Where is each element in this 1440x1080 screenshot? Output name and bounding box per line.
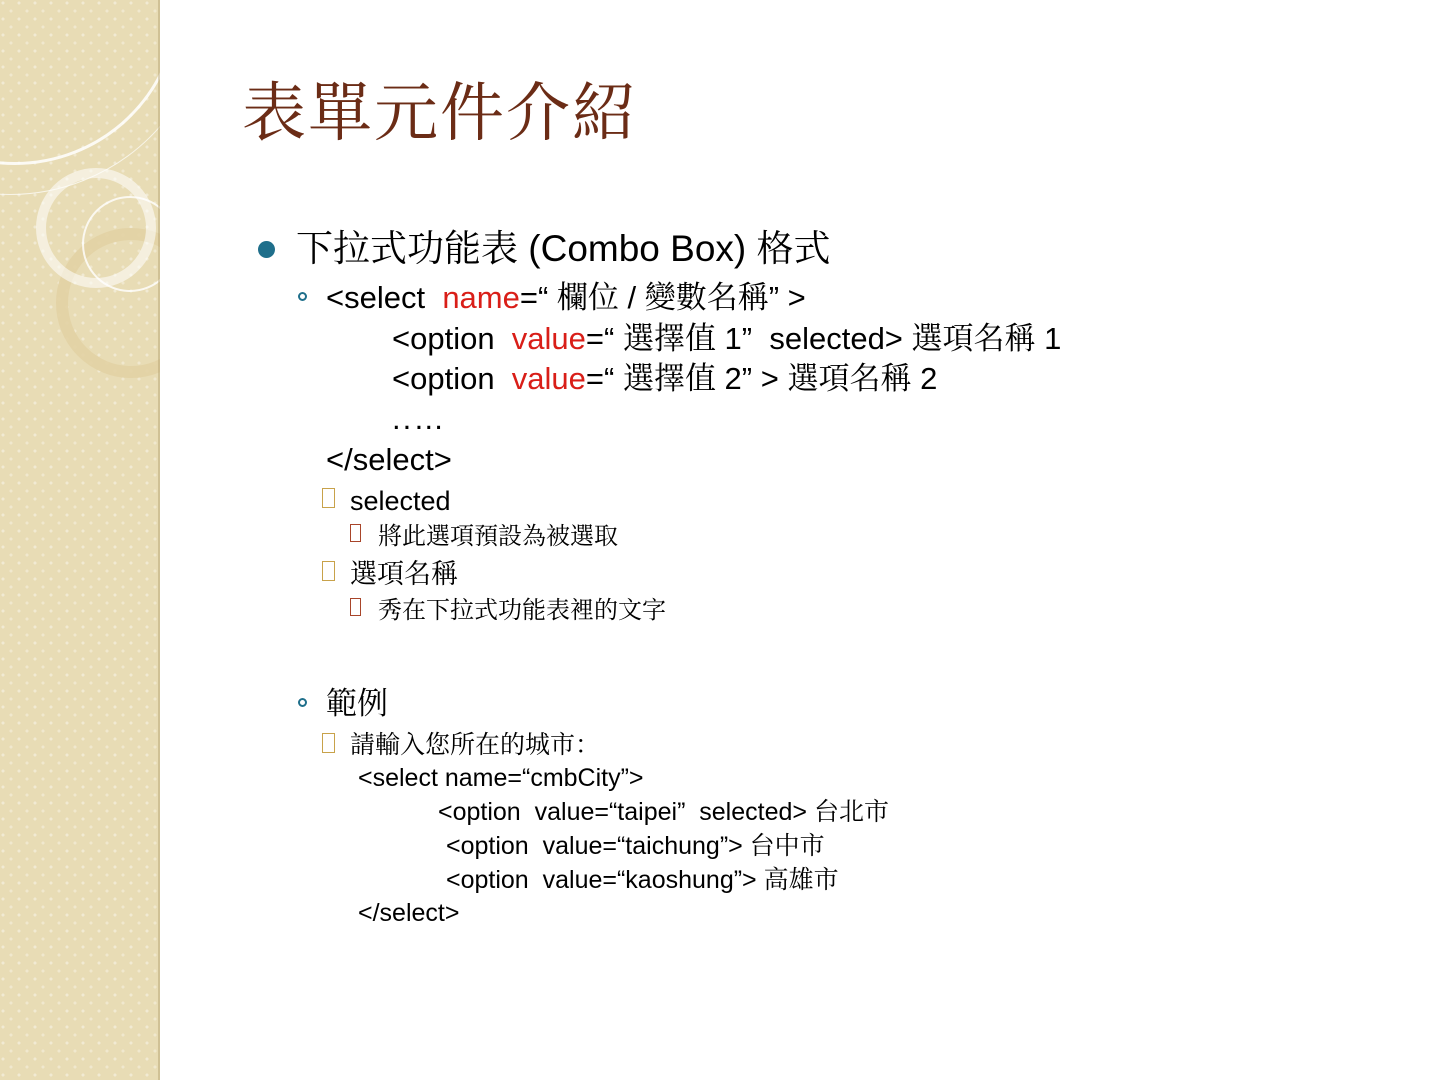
vertical-spacer — [240, 626, 1400, 678]
bullet-level4-selected-desc — [240, 521, 1400, 553]
bullet-square-marker-icon — [322, 733, 335, 753]
syntax-line1-suffix: =“ 欄位 / 變數名稱” > — [519, 280, 806, 316]
page-title: 表單元件介紹 — [242, 77, 638, 151]
bullet-level1-combo-box-format — [240, 225, 1400, 272]
bullet-level3-selected — [240, 484, 1400, 520]
syntax-line2-prefix: <option — [392, 320, 512, 356]
bullet-hollow-dot-icon — [298, 292, 307, 301]
syntax-line1-keyword: name — [442, 280, 520, 316]
note-term-selected: selected — [350, 485, 451, 516]
syntax-code-block — [326, 280, 1400, 479]
syntax-line4-ellipsis: ..… — [392, 401, 447, 437]
bullet-level1-label: 下拉式功能表 (Combo Box) 格式 — [296, 228, 831, 269]
slide-decorative-sidebar — [0, 0, 160, 1080]
bullet-square-marker-icon — [322, 561, 335, 581]
bullet-dot-icon — [258, 241, 275, 258]
syntax-line5-close-tag: </select> — [326, 441, 452, 477]
example-line2-option-taipei: <option value=“taipei” selected> 台北市 — [438, 798, 889, 827]
bullet-level2-syntax — [240, 278, 1400, 479]
note-desc-selected: 將此選項預設為被選取 — [378, 523, 618, 551]
syntax-line1-prefix: <select — [326, 280, 443, 316]
slide-body — [240, 225, 1400, 931]
example-line4-option-kaoshung: <option value=“kaoshung”> 高雄市 — [446, 865, 839, 894]
example-code-block — [350, 729, 1400, 932]
example-line5-select-close: </select> — [358, 899, 460, 928]
bullet-level4-option-name-desc — [240, 595, 1400, 627]
syntax-line2-suffix: =“ 選擇值 1” selected> 選項名稱 1 — [585, 320, 1062, 356]
note-term-option-name: 選項名稱 — [350, 559, 458, 590]
example-prompt: 請輸入您所在的城市： — [350, 730, 601, 759]
bullet-level3-example-code — [240, 729, 1400, 932]
syntax-line2-keyword: value — [511, 320, 586, 356]
syntax-line2 — [326, 319, 1400, 359]
example-heading-label: 範例 — [326, 686, 388, 722]
note-desc-option-name: 秀在下拉式功能表裡的文字 — [378, 596, 666, 624]
syntax-line3-prefix: <option — [392, 360, 512, 396]
bullet-small-marker-icon — [350, 598, 361, 616]
syntax-line3-suffix: =“ 選擇值 2” > 選項名稱 2 — [585, 360, 938, 396]
example-line1-select-open: <select name=“cmbCity”> — [358, 764, 644, 793]
slide-content — [160, 0, 1440, 1080]
syntax-line3 — [326, 359, 1400, 399]
bullet-small-marker-icon — [350, 524, 361, 542]
example-line3-option-taichung: <option value=“taichung”> 台中市 — [446, 831, 825, 860]
bullet-square-marker-icon — [322, 488, 335, 508]
syntax-line3-keyword: value — [511, 360, 586, 396]
bullet-level3-option-name — [240, 557, 1400, 593]
bullet-hollow-dot-icon — [298, 698, 307, 707]
bullet-level2-example-heading — [240, 684, 1400, 724]
